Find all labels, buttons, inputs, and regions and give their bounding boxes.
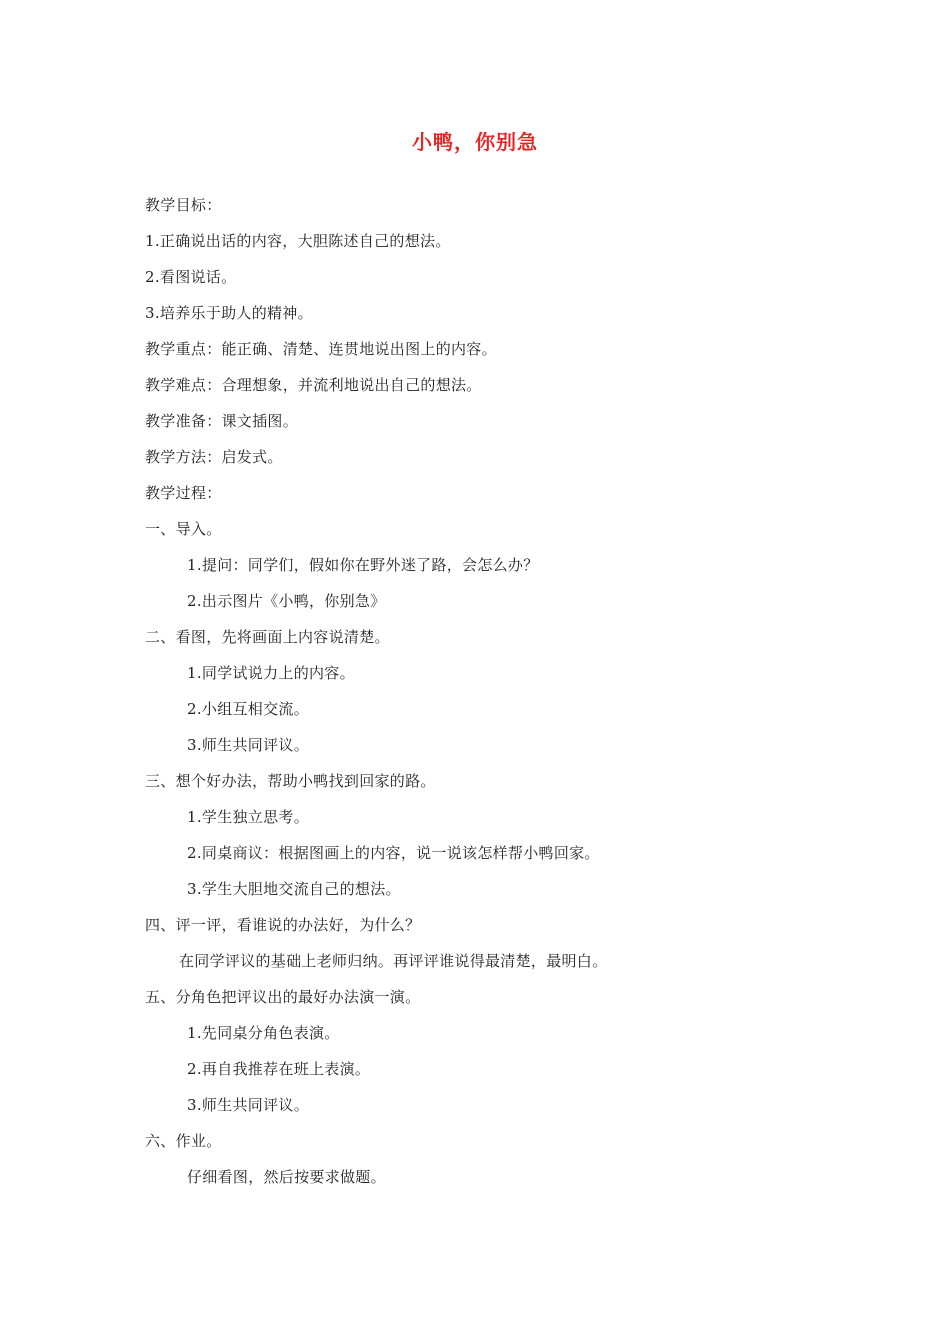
body-line: 六、作业。 [145, 1132, 222, 1150]
body-line: 三、想个好办法，帮助小鸭找到回家的路。 [145, 772, 436, 790]
body-line: 二、看图，先将画面上内容说清楚。 [145, 628, 390, 646]
body-line: 3.学生大胆地交流自己的想法。 [187, 880, 401, 898]
body-line: 2.看图说话。 [145, 268, 237, 286]
body-line: 教学重点：能正确、清楚、连贯地说出图上的内容。 [145, 340, 497, 358]
body-line: 教学目标： [145, 196, 222, 214]
body-line: 1.提问：同学们，假如你在野外迷了路，会怎么办？ [187, 556, 539, 574]
body-line: 教学准备：课文插图。 [145, 412, 299, 430]
body-line: 2.再自我推荐在班上表演。 [187, 1060, 371, 1078]
document-body [145, 193, 825, 1201]
document-title: 小鸭，你别急 [412, 130, 538, 154]
body-line: 1.正确说出话的内容，大胆陈述自己的想法。 [145, 232, 451, 250]
body-line: 3.培养乐于助人的精神。 [145, 304, 313, 322]
body-line: 在同学评议的基础上老师归纳。再评评谁说得最清楚，最明白。 [179, 952, 608, 970]
body-line: 2.小组互相交流。 [187, 700, 310, 718]
body-line: 2.同桌商议：根据图画上的内容，说一说该怎样帮小鸭回家。 [187, 844, 600, 862]
body-line: 教学过程： [145, 484, 222, 502]
body-line: 3.师生共同评议。 [187, 736, 310, 754]
body-line: 一、导入。 [145, 520, 222, 538]
body-line: 3.师生共同评议。 [187, 1096, 310, 1114]
body-line: 1.同学试说力上的内容。 [187, 664, 355, 682]
body-line: 教学方法：启发式。 [145, 448, 283, 466]
body-line: 1.先同桌分角色表演。 [187, 1024, 340, 1042]
body-line: 四、评一评，看谁说的办法好，为什么？ [145, 916, 421, 934]
body-line: 教学难点：合理想象，并流利地说出自己的想法。 [145, 376, 482, 394]
body-line: 1.学生独立思考。 [187, 808, 310, 826]
body-line: 仔细看图，然后按要求做题。 [187, 1168, 386, 1186]
body-line: 五、分角色把评议出的最好办法演一演。 [145, 988, 421, 1006]
body-line: 2.出示图片《小鸭，你别急》 [187, 592, 386, 610]
